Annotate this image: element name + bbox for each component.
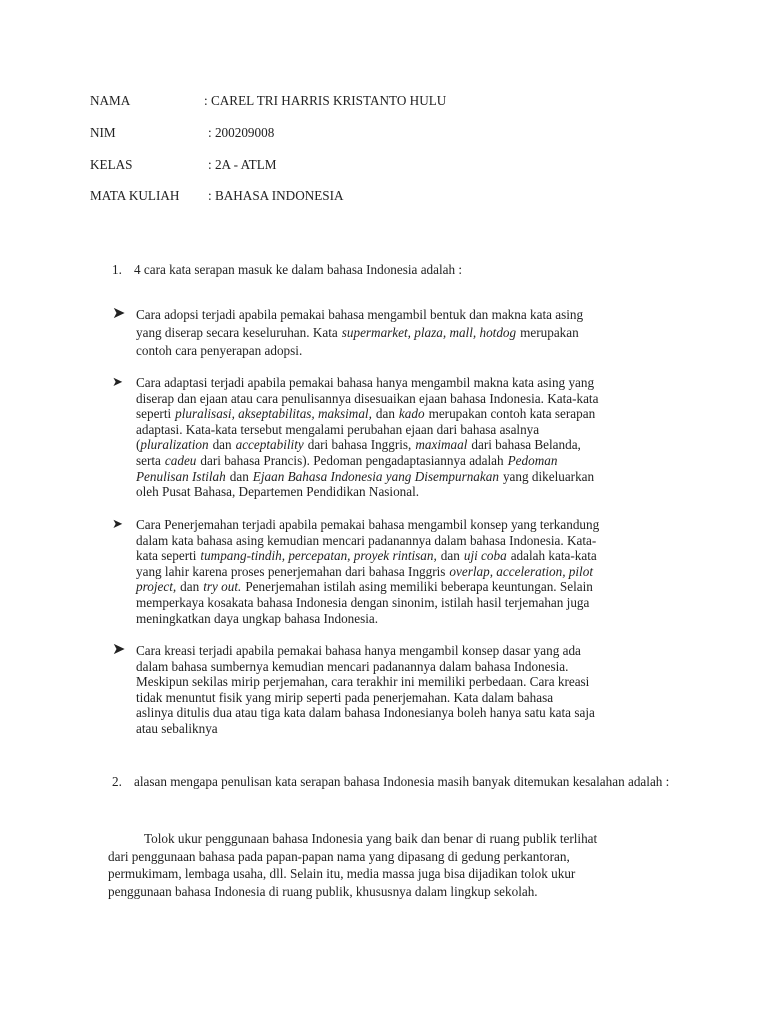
adaptasi-line-3d: kado [398, 406, 425, 422]
question-2 [112, 773, 680, 813]
penerjemahan-line-3b: tumpang-tindih, percepatan, proyek rintisan, [200, 548, 437, 564]
adaptasi-line-3e: merupakan contoh kata serapan [428, 406, 596, 422]
kreasi-line-1: Cara kreasi terjadi apabila pemakai bahasa hanya mengambil konsep dasar yang ada [136, 643, 581, 658]
adaptasi-line-5b: pluralization [140, 437, 209, 453]
kreasi-line-2: dalam bahasa sumbernya kemudian mencari padanannya dalam bahasa Indonesia. [136, 658, 569, 674]
adaptasi-line-7b: dan [229, 468, 249, 484]
penerjemahan-line-3d: uji coba [463, 548, 507, 564]
question-2-text: alasan mengapa penulisan kata serapan bahasa Indonesia masih banyak ditemukan kesalahan adalah : [134, 774, 670, 789]
adaptasi-line-3c: dan [375, 406, 395, 422]
adopsi-line-2a: yang diserap secara keseluruhan. Kata [136, 325, 338, 340]
penerjemahan-line-5a: project, [136, 579, 177, 595]
kreasi-line-6: atau sebaliknya [136, 720, 218, 736]
label-nama: NAMA [90, 93, 131, 108]
question-1-number: 1. [112, 262, 122, 277]
penerjemahan-line-3c: dan [440, 548, 460, 564]
label-kelas: KELAS [90, 157, 133, 172]
identity-row-mata-kuliah [90, 187, 690, 205]
answer-2-line-1: Tolok ukur penggunaan bahasa Indonesia yang baik dan benar di ruang publik terlihat [144, 831, 598, 846]
bullet-kreasi [112, 639, 678, 737]
identity-row-nama [90, 92, 690, 110]
adaptasi-line-4: adaptasi. Kata-kata tersebut mengalami perubahan ejaan dari bahasa asalnya [136, 421, 540, 437]
adaptasi-line-5e: dari bahasa Inggris, [307, 437, 412, 453]
kreasi-line-4: tidak menuntut fisik yang mirip seperti pada penerjemahan. Kata dalam bahasa [136, 689, 554, 705]
label-mata-kuliah: MATA KULIAH [90, 188, 180, 203]
adaptasi-line-5a: ( [136, 437, 141, 453]
penerjemahan-line-4b: overlap, acceleration, pilot [449, 563, 593, 579]
arrow-bullet-icon: ➤ [112, 375, 123, 390]
kreasi-line-5: aslinya ditulis dua atau tiga kata dalam bahasa Indonesianya boleh hanya satu kata saja [136, 705, 595, 721]
adopsi-line-3: contoh cara penyerapan adopsi. [136, 343, 303, 358]
answer-2-line-3: permukimam, lembaga usaha, dll. Selain itu, media massa juga bisa dijadikan tolok ukur [108, 866, 576, 882]
value-mata-kuliah: : BAHASA INDONESIA [208, 188, 344, 203]
adaptasi-line-2: diserap dan ejaan atau cara penulisannya disesuaikan ejaan bahasa Indonesia. Kata-kata [136, 390, 599, 406]
penerjemahan-line-3e: adalah kata-kata [510, 548, 597, 564]
bullet-adopsi [112, 303, 678, 360]
penerjemahan-line-3a: kata seperti [136, 548, 197, 564]
penerjemahan-line-4a: yang lahir karena proses penerjemahan dari bahasa Inggris [136, 563, 446, 579]
label-nim: NIM [90, 125, 116, 140]
kreasi-line-3: Meskipun sekilas mirip perjemahan, cara terakhir ini memiliki perbedaan. Cara kreasi [136, 674, 590, 690]
adaptasi-line-3b: pluralisasi, akseptabilitas, maksimal, [175, 406, 372, 422]
bullet-penerjemahan [112, 517, 678, 626]
adaptasi-line-8: oleh Pusat Bahasa, Departemen Pendidikan Nasional. [136, 484, 420, 500]
penerjemahan-line-2: dalam kata bahasa asing kemudian mencari padanannya dalam bahasa Indonesia. Kata- [136, 532, 597, 548]
identity-row-nim [90, 124, 690, 142]
value-nim: : 200209008 [208, 125, 275, 140]
adaptasi-line-5f: maximaal [415, 437, 468, 453]
adopsi-line-2c: merupakan [520, 325, 579, 340]
question-2-number: 2. [112, 774, 122, 789]
penerjemahan-line-1: Cara Penerjemahan terjadi apabila pemakai bahasa mengambil konsep yang terkandung [136, 517, 600, 532]
penerjemahan-line-7: meningkatkan daya ungkap bahasa Indonesia. [136, 610, 379, 626]
arrow-bullet-icon: ➤ [112, 517, 123, 532]
adaptasi-line-7d: yang dikeluarkan [502, 468, 595, 484]
penerjemahan-line-5c: try out. [203, 579, 242, 595]
answer-2-line-2: dari penggunaan bahasa pada papan-papan nama yang dipasang di gedung perkantoran, [108, 848, 570, 864]
adaptasi-line-7a: Penulisan Istilah [136, 468, 226, 484]
bullet-adaptasi [112, 375, 678, 500]
adaptasi-line-3a: seperti [136, 406, 172, 422]
adopsi-line-1: Cara adopsi terjadi apabila pemakai bahasa mengambil bentuk dan makna kata asing [136, 307, 584, 322]
identity-row-kelas [90, 156, 690, 174]
arrow-bullet-icon: ➤ [112, 639, 126, 658]
adaptasi-line-7c: Ejaan Bahasa Indonesia yang Disempurnakan [252, 468, 499, 484]
answer-2-line-4: penggunaan bahasa Indonesia di ruang publik, khususnya dalam lingkup sekolah. [108, 883, 538, 899]
penerjemahan-line-5b: dan [180, 579, 200, 595]
adaptasi-line-1: Cara adaptasi terjadi apabila pemakai bahasa hanya mengambil makna kata asing yang [136, 375, 595, 390]
arrow-bullet-icon: ➤ [112, 303, 126, 322]
adaptasi-line-5g: dari bahasa Belanda, [471, 437, 581, 453]
adaptasi-line-6d: Pedoman [507, 452, 558, 468]
adaptasi-line-5d: acceptability [235, 437, 304, 453]
adaptasi-line-6a: serta [136, 452, 161, 468]
value-nama: : CAREL TRI HARRIS KRISTANTO HULU [204, 93, 447, 108]
value-kelas: : 2A - ATLM [208, 157, 277, 172]
penerjemahan-line-5d: Penerjemahan istilah asing memiliki beberapa keuntungan. Selain [245, 579, 593, 595]
penerjemahan-line-6: memperkaya kosakata bahasa Indonesia dengan sinonim, istilah hasil terjemahan juga [136, 594, 590, 610]
answer-2-paragraph [108, 830, 678, 900]
adopsi-line-2b: supermarket, plaza, mall, hotdog [341, 325, 517, 340]
adaptasi-line-5c: dan [212, 437, 232, 453]
adaptasi-line-6b: cadeu [164, 452, 197, 468]
question-1-text: 4 cara kata serapan masuk ke dalam bahasa Indonesia adalah : [134, 262, 463, 277]
adaptasi-line-6c: dari bahasa Prancis). Pedoman pengadaptasiannya adalah [200, 452, 504, 468]
